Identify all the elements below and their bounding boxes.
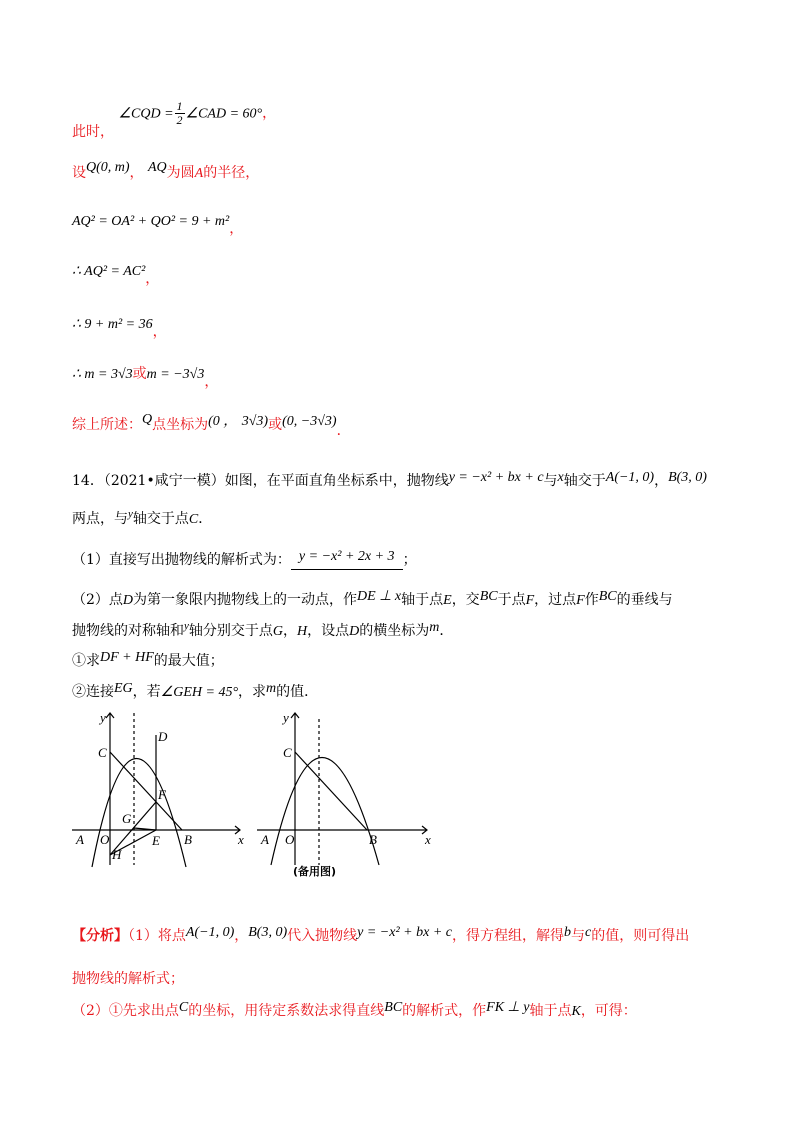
text: 轴分别交于点 (188, 623, 273, 639)
math-f: F (525, 593, 535, 608)
math-point-a: A(−1, 0) (605, 470, 655, 485)
text: 的半径， (203, 165, 260, 181)
analysis-line-1 (72, 925, 689, 945)
text: 的横坐标为 (359, 623, 430, 639)
math-f: F (576, 593, 585, 608)
text: 轴于点 (401, 592, 444, 608)
label-c: C (283, 745, 292, 760)
text: ②连接 (72, 684, 114, 700)
text-or: 或 (132, 366, 147, 382)
label-x: x (425, 832, 431, 847)
text: （1）将点 (128, 928, 186, 944)
text: 点坐标为 (152, 417, 209, 433)
math-e: E (443, 593, 452, 608)
text: 两点，与 (72, 511, 128, 527)
analysis-line-2 (72, 968, 184, 988)
text: 轴交于点 (132, 511, 189, 527)
text: 轴于点 (529, 1003, 572, 1019)
text: 的坐标，用待定系数法求得直线 (188, 1003, 385, 1019)
label-a: A (76, 832, 84, 847)
math-fk-perp-y: FK ⊥ y (486, 1000, 530, 1015)
text: ，求 (238, 684, 267, 700)
text: 的垂线与 (616, 592, 673, 608)
text: 的值． (276, 684, 319, 700)
analysis-line-3 (72, 1000, 637, 1020)
line-bc (295, 752, 367, 830)
fraction-half (175, 100, 185, 127)
text: （2）①先求出点 (72, 1003, 179, 1019)
math-h: H (297, 624, 308, 639)
label-b: B (184, 832, 192, 847)
label-y: y (100, 710, 106, 725)
math-df-hf: DF + HF (100, 650, 154, 665)
text: （2）点 (72, 592, 123, 608)
text-suffix: ， (229, 221, 244, 237)
math-y: y (184, 620, 189, 632)
math-c: C (188, 512, 199, 527)
math-aq-ac: ∴ AQ² = AC² (72, 264, 146, 279)
text: ，交 (451, 592, 480, 608)
label-b: B (369, 832, 377, 847)
question-2-line-1 (72, 589, 673, 609)
label-o: O (285, 832, 295, 847)
label-o: O (100, 832, 110, 847)
math-c: C (178, 1000, 189, 1015)
math-parabola: y = −x² + bx + c (357, 925, 452, 940)
text: 作 (584, 592, 599, 608)
subquestion-1 (72, 650, 224, 670)
math-point-b: B(3, 0) (668, 470, 707, 485)
text: ，若 (132, 684, 161, 700)
text: 抛物线的对称轴和 (72, 623, 184, 639)
label-x: x (238, 832, 244, 847)
text: 与 (570, 928, 585, 944)
solution-line-5 (72, 313, 167, 340)
math-g: G (272, 624, 284, 639)
text: 设 (72, 165, 86, 181)
text-suffix: ， (145, 271, 160, 287)
label-y: y (283, 710, 289, 725)
math-coord-positive: 3√3) (241, 414, 269, 429)
math-parabola: y = −x² + bx + c (448, 470, 544, 485)
text: ，得方程组，解得 (451, 928, 564, 944)
math-aq-squared: AQ² = OA² + QO² = 9 + m² (72, 214, 230, 229)
math-point-a: A(−1, 0) (185, 925, 235, 940)
text: （1）直接写出抛物线的解析式为： (72, 552, 291, 568)
fraction-numerator: 1 (176, 99, 183, 113)
math-b: b (563, 925, 571, 940)
problem-line-1 (72, 470, 707, 490)
text: 为第一象限内抛物线上的一动点，作 (133, 592, 358, 608)
text: 于点 (497, 592, 526, 608)
problem-intro: 14．（2021•咸宁一模）如图，在平面直角坐标系中，抛物线 (72, 473, 449, 489)
math-bc: BC (384, 1000, 403, 1015)
math-aq: AQ (148, 160, 167, 175)
math-d: D (349, 624, 360, 639)
label-d: D (158, 729, 168, 744)
math-d: D (122, 593, 134, 608)
math-coord-open: (0 ， (208, 414, 238, 429)
math-k: K (571, 1004, 581, 1019)
math-a: A (194, 166, 204, 181)
math-point-b: B(3, 0) (248, 925, 288, 940)
math-angle-cqd: ∠CQD = (118, 106, 174, 122)
question-1 (72, 549, 417, 570)
math-angle-cad: ∠CAD = 60° (185, 106, 263, 122)
figure-caption: (备用图) (293, 865, 337, 878)
text: 与 (543, 473, 558, 489)
text-suffix: ， (152, 324, 167, 340)
text-prefix: 此时， (72, 123, 114, 140)
label-g: G (122, 811, 132, 826)
text: 的最大值； (153, 653, 224, 669)
text: 轴交于 (563, 473, 606, 489)
solution-line-4 (72, 260, 160, 287)
text-suffix: ． (336, 423, 351, 439)
math-y: y (128, 508, 133, 520)
text: ， (283, 623, 298, 639)
math-m: m (429, 620, 440, 635)
math-bc: BC (598, 589, 617, 604)
line-bc (110, 752, 182, 830)
text: ． (198, 511, 213, 527)
solution-line-3 (72, 210, 244, 237)
text: ，设点 (307, 623, 350, 639)
math-equation: ∴ 9 + m² = 36 (72, 317, 153, 332)
text: ． (439, 623, 454, 639)
math-eg: EG (114, 681, 133, 696)
text: ，可得： (580, 1003, 637, 1019)
text: 代入抛物线 (287, 928, 358, 944)
answer-blank (291, 549, 403, 570)
solution-line-1 (72, 99, 277, 140)
solution-line-6 (72, 363, 219, 390)
figure-main (70, 705, 250, 875)
label-h: H (112, 847, 122, 862)
parabola (271, 758, 379, 866)
math-m: m (266, 681, 277, 696)
problem-line-2 (72, 508, 212, 528)
math-q: Q (142, 412, 153, 427)
label-a: A (261, 832, 269, 847)
analysis-tag: 【分析】 (72, 928, 128, 944)
math-x: x (557, 470, 564, 485)
math-angle-geh: ∠GEH = 45° (160, 685, 239, 700)
label-e: E (152, 833, 160, 848)
text: ， (234, 928, 249, 944)
text: 的解析式，作 (402, 1003, 487, 1019)
text: ； (402, 552, 417, 568)
solution-line-2 (72, 162, 259, 182)
text: 抛物线的解析式； (72, 971, 184, 987)
label-c: C (98, 745, 107, 760)
math-m-negative: m = −3√3 (146, 367, 205, 382)
text: 的值，则可得出 (591, 928, 690, 944)
text-suffix: ， (204, 374, 219, 390)
fraction-denominator: 2 (176, 113, 183, 127)
math-point-q: Q(0, m) (86, 160, 130, 175)
text: 综上所述： (72, 417, 142, 433)
math-m-positive: ∴ m = 3√3 (72, 367, 133, 382)
text: 为圆 (166, 165, 195, 181)
text: ， (654, 473, 669, 489)
subquestion-2 (72, 681, 318, 701)
solution-conclusion (72, 412, 351, 439)
parabola (92, 759, 186, 868)
math-bc: BC (479, 589, 498, 604)
math-answer: y = −x² + 2x + 3 (298, 549, 395, 564)
text: ①求 (72, 653, 100, 669)
label-f: F (158, 787, 166, 802)
math-c: c (584, 925, 592, 940)
figure-backup (255, 705, 440, 880)
math-de-perp-x: DE ⊥ x (357, 589, 402, 604)
question-2-line-2 (72, 620, 453, 640)
text: ， (129, 165, 144, 181)
math-coord-negative: (0, −3√3) (282, 414, 337, 429)
text-suffix: ， (262, 105, 277, 122)
text-or: 或 (268, 417, 283, 433)
text: ，过点 (534, 592, 577, 608)
